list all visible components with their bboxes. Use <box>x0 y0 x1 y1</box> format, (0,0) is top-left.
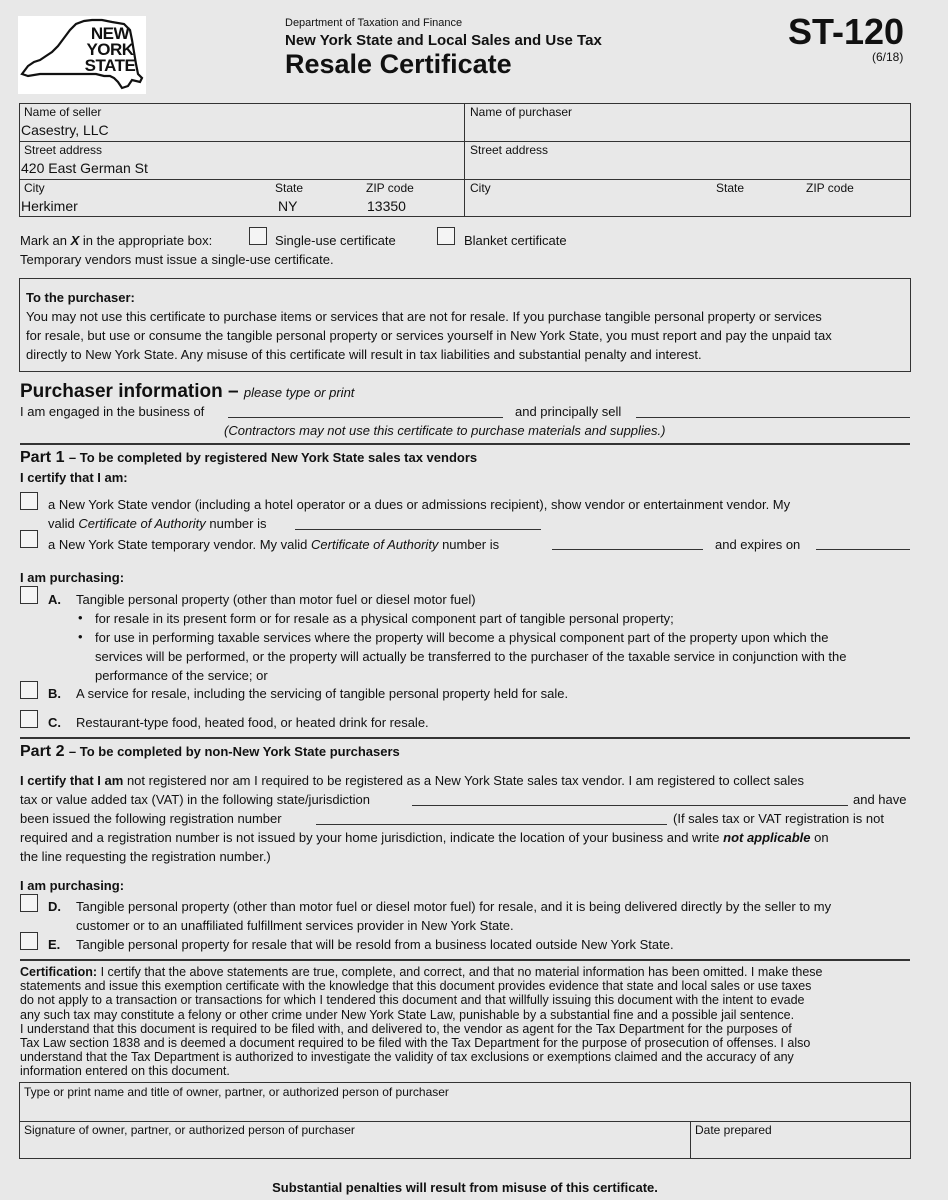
principally-sell-field[interactable] <box>636 402 910 418</box>
mark-suffix: in the appropriate box: <box>82 233 213 248</box>
part1-heading <box>20 448 477 468</box>
to-purchaser-heading: To the purchaser: <box>26 290 135 305</box>
part2-line-2b: and have <box>853 792 907 807</box>
grid-divider-h1 <box>19 141 911 142</box>
engaged-business-field[interactable] <box>228 402 503 418</box>
to-purchaser-line-3: directly to New York State. Any misuse of this certificate will result in tax liabilities and substantial penalty and interest. <box>26 347 702 362</box>
purchaser-name-field[interactable] <box>470 122 906 138</box>
part2-line-1 <box>20 773 804 789</box>
nys-logo <box>18 16 146 94</box>
part2-not-applicable: not applicable <box>723 830 811 845</box>
part2-certify-bold: I certify that I am <box>20 773 124 788</box>
part1-purchasing: I am purchasing: <box>20 570 125 585</box>
seller-state-field[interactable]: NY <box>278 198 298 214</box>
seller-street-field[interactable]: 420 East German St <box>21 160 148 176</box>
option-a-bullet-1: for resale in its present form or for resale as a physical component part of tangible personal property; <box>95 611 674 626</box>
single-use-checkbox[interactable] <box>249 227 267 245</box>
purchaser-state-label: State <box>716 181 745 195</box>
signature-label: Signature of owner, partner, or authorized person of purchaser <box>24 1123 355 1137</box>
option-d-line-1: Tangible personal property (other than motor fuel or diesel motor fuel) for resale, and it is being delivered directly by the seller to my <box>76 899 832 914</box>
certification-text <box>20 965 912 1079</box>
seller-street-label: Street address <box>24 143 103 157</box>
ny-vendor-cert: Certificate of Authority <box>78 516 206 531</box>
temp-vendor-number-label: number is <box>442 537 500 552</box>
to-purchaser-line-1: You may not use this certificate to purchase items or services that are not for resale. If you purchase tangible personal property or services <box>26 309 822 324</box>
logo-text <box>78 26 142 74</box>
certification-line-3: do not apply to a transaction or transactions for which I tendered this document and that willfully issuing this document with the intent to evade <box>20 993 805 1008</box>
certification-line-7: understand that the Tax Department is authorized to investigate the validity of tax exclusions or exemptions claimed and the accuracy of any <box>20 1050 794 1065</box>
logo-line-1: NEW <box>90 24 130 43</box>
option-a-checkbox[interactable] <box>20 586 38 604</box>
option-e-checkbox[interactable] <box>20 932 38 950</box>
mark-x: X <box>70 233 80 248</box>
contractors-note: (Contractors may not use this certificate to purchase materials and supplies.) <box>224 423 666 438</box>
name-title-label: Type or print name and title of owner, partner, or authorized person of purchaser <box>24 1085 449 1099</box>
option-b-letter: B. <box>48 686 61 701</box>
part2-line-3b: (If sales tax or VAT registration is not <box>673 811 884 826</box>
grid-divider-vertical <box>464 103 465 217</box>
blanket-checkbox[interactable] <box>437 227 455 245</box>
blanket-label: Blanket certificate <box>464 233 567 248</box>
part2-rule <box>20 737 910 739</box>
option-d-line-2: customer or to an unaffiliated fulfillment services provider in New York State. <box>76 918 514 933</box>
signature-grid-divider-h <box>19 1121 911 1122</box>
part2-line-4b: on <box>814 830 829 845</box>
purchaser-state-field[interactable] <box>716 198 786 214</box>
option-a-text: Tangible personal property (other than motor fuel or diesel motor fuel) <box>76 592 476 607</box>
option-b-text: A service for resale, including the servicing of tangible personal property held for sale. <box>76 686 569 701</box>
ny-vendor-line-2 <box>48 516 266 532</box>
logo-line-3: STATE <box>84 56 136 75</box>
expires-on-label: and expires on <box>715 537 801 552</box>
option-a-letter: A. <box>48 592 61 607</box>
ny-vendor-line-1: a New York State vendor (including a hotel operator or a dues or admissions recipient), show vendor or entertainment vendor. My <box>48 497 791 512</box>
part2-line-3a: been issued the following registration number <box>20 811 282 826</box>
engaged-label: I am engaged in the business of <box>20 404 205 419</box>
form-revision: (6/18) <box>872 50 904 64</box>
registration-number-field[interactable] <box>316 809 667 825</box>
option-c-letter: C. <box>48 715 61 730</box>
logo-line-2: YORK <box>86 40 134 59</box>
ny-vendor-number-label: number is <box>209 516 267 531</box>
purchaser-street-field[interactable] <box>470 160 906 176</box>
penalty-footer: Substantial penalties will result from misuse of this certificate. <box>272 1180 658 1195</box>
signature-field[interactable] <box>22 1138 686 1156</box>
principally-sell-label: and principally sell <box>515 404 622 419</box>
part1-title: Part 1 <box>20 449 65 466</box>
certificate-of-authority-field[interactable] <box>295 514 541 530</box>
part2-title: Part 2 <box>20 743 65 760</box>
certification-line-5: I understand that this document is required to be filed with, and delivered to, the vendor as agent for the Tax Department for the purposes of <box>20 1021 792 1036</box>
name-title-field[interactable] <box>22 1100 907 1118</box>
part2-line-2a: tax or value added tax (VAT) in the following state/jurisdiction <box>20 792 370 807</box>
certification-line-6: Tax Law section 1838 and is deemed a document required to be filed with the Tax Department for the purpose of prosecution of offenses. I also <box>20 1036 811 1051</box>
ny-vendor-checkbox[interactable] <box>20 492 38 510</box>
part1-certify: I certify that I am: <box>20 470 128 485</box>
seller-zip-field[interactable]: 13350 <box>367 198 406 214</box>
form-subtitle: New York State and Local Sales and Use Tax <box>285 32 602 49</box>
part2-desc: – To be completed by non-New York State purchasers <box>68 744 400 759</box>
part2-line-4a: required and a registration number is not issued by your home jurisdiction, indicate the location of your business and write <box>20 830 720 845</box>
jurisdiction-field[interactable] <box>412 790 848 806</box>
temp-vendor-text: a New York State temporary vendor. My valid <box>48 537 308 552</box>
temporary-vendor-checkbox[interactable] <box>20 530 38 548</box>
option-b-checkbox[interactable] <box>20 681 38 699</box>
certification-rule <box>20 959 910 961</box>
mark-prefix: Mark an <box>20 233 67 248</box>
date-prepared-field[interactable] <box>694 1138 907 1156</box>
to-purchaser-line-2: for resale, but use or consume the tangible personal property or services yourself in New York State, you must report and pay the unpaid tax <box>26 328 832 343</box>
purchaser-zip-label: ZIP code <box>806 181 854 195</box>
temp-vendor-cert: Certificate of Authority <box>311 537 439 552</box>
signature-grid-divider-v <box>690 1121 691 1159</box>
purchaser-street-label: Street address <box>470 143 549 157</box>
part2-heading <box>20 742 400 762</box>
purchaser-name-label: Name of purchaser <box>470 105 573 119</box>
purchaser-city-field[interactable] <box>470 198 700 214</box>
part2-certify-rest: not registered nor am I required to be registered as a New York State sales tax vendor. I am registered to collect sales <box>126 773 805 788</box>
seller-city-label: City <box>24 181 45 195</box>
department-name: Department of Taxation and Finance <box>285 17 463 29</box>
purchaser-info-heading <box>20 381 354 404</box>
bullet-icon: • <box>78 629 83 644</box>
part2-line-5: the line requesting the registration number.) <box>20 849 271 864</box>
seller-state-label: State <box>275 181 304 195</box>
grid-divider-h2 <box>19 179 911 180</box>
option-e-letter: E. <box>48 937 61 952</box>
purchaser-info-title: Purchaser information – <box>20 381 239 402</box>
part2-line-4 <box>20 830 829 846</box>
expires-on-field[interactable] <box>816 534 910 550</box>
certification-line-2: statements and issue this exemption certificate with the knowledge that this document provides evidence that state and local sales or use taxes <box>20 979 812 994</box>
option-a-bullet-2-line-3: performance of the service; or <box>95 668 268 683</box>
option-d-checkbox[interactable] <box>20 894 38 912</box>
temp-certificate-number-field[interactable] <box>552 534 703 550</box>
purchaser-info-note: please type or print <box>243 385 355 400</box>
part2-purchasing: I am purchasing: <box>20 878 125 893</box>
option-a-bullet-2-line-2: services will be performed, or the property will actually be transferred to the purchaser of the taxable service in conjunction with the <box>95 649 847 664</box>
certification-line-4: any such tax may constitute a felony or other crime under New York State Law, punishable by a substantial fine and a possible jail sentence. <box>20 1007 795 1022</box>
certification-line-1 <box>20 965 912 979</box>
purchaser-city-label: City <box>470 181 491 195</box>
part1-rule <box>20 443 910 445</box>
form-number: ST-120 <box>788 11 905 52</box>
single-use-label: Single-use certificate <box>275 233 396 248</box>
date-prepared-label: Date prepared <box>695 1123 772 1137</box>
bullet-icon: • <box>78 610 83 625</box>
option-c-text: Restaurant-type food, heated food, or heated drink for resale. <box>76 715 429 730</box>
seller-name-field[interactable]: Casestry, LLC <box>21 122 109 138</box>
form-title: Resale Certificate <box>285 49 512 79</box>
seller-city-field[interactable]: Herkimer <box>21 198 78 214</box>
option-e-text: Tangible personal property for resale that will be resold from a business located outside New York State. <box>76 937 674 952</box>
option-c-checkbox[interactable] <box>20 710 38 728</box>
ny-vendor-valid: valid <box>48 516 75 531</box>
certification-line-8: information entered on this document. <box>20 1064 230 1079</box>
temporary-vendor-line <box>48 537 499 553</box>
certification-line-1-text: I certify that the above statements are true, complete, and correct, and that no material information has been omitted. I make these <box>100 965 823 979</box>
part1-desc: – To be completed by registered New York State sales tax vendors <box>68 450 478 465</box>
option-a-bullet-2-line-1: for use in performing taxable services where the property will become a physical component part of the property upon which the <box>95 630 829 645</box>
option-d-letter: D. <box>48 899 61 914</box>
purchaser-zip-field[interactable] <box>806 198 906 214</box>
seller-zip-label: ZIP code <box>366 181 414 195</box>
mark-instruction <box>20 233 212 249</box>
temporary-vendor-note: Temporary vendors must issue a single-use certificate. <box>20 252 334 267</box>
seller-name-label: Name of seller <box>24 105 102 119</box>
certification-heading: Certification: <box>20 965 98 979</box>
